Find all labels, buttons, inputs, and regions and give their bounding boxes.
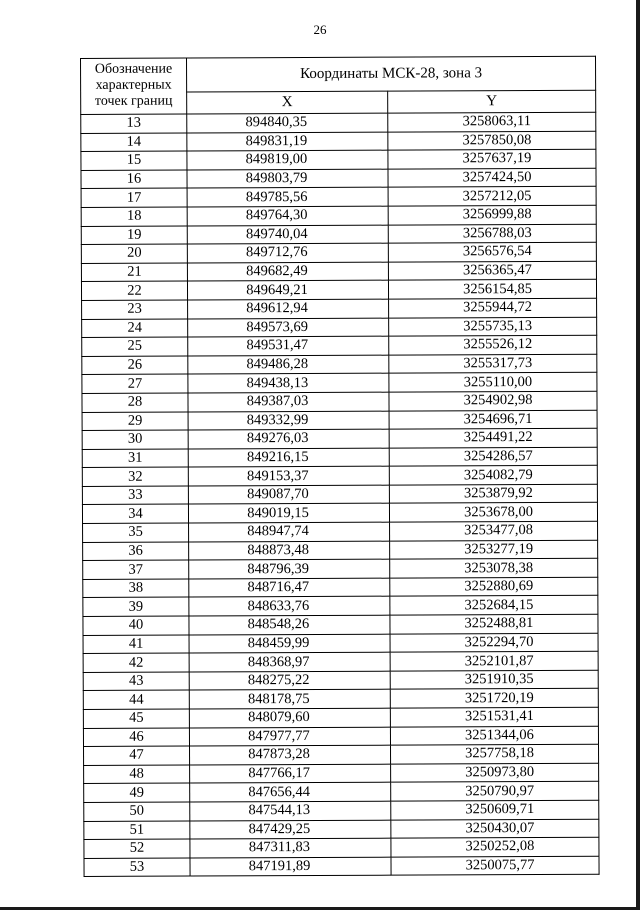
y-coordinate-cell: 3256576,54 bbox=[388, 242, 596, 262]
table-row bbox=[82, 298, 597, 319]
table-row bbox=[83, 577, 598, 598]
table-row bbox=[83, 558, 598, 579]
y-coordinate-cell: 3253477,08 bbox=[390, 521, 598, 541]
table-row bbox=[84, 782, 599, 803]
header-point-designation: Обозначение характерных точек границ bbox=[81, 58, 187, 114]
x-coordinate-cell: 847429,25 bbox=[190, 820, 391, 839]
header-coordinate-system: Координаты МСК-28, зона 3 bbox=[187, 56, 596, 92]
point-number-cell: 35 bbox=[83, 523, 189, 542]
point-number-cell: 29 bbox=[82, 412, 188, 431]
y-coordinate-cell: 3254082,79 bbox=[389, 466, 597, 486]
table-row bbox=[82, 391, 597, 412]
point-number-cell: 40 bbox=[83, 616, 189, 635]
point-number-cell: 27 bbox=[82, 374, 188, 393]
table-row bbox=[84, 819, 599, 840]
point-number-cell: 18 bbox=[81, 207, 187, 226]
table-row bbox=[82, 335, 597, 356]
table-row bbox=[83, 651, 598, 672]
y-coordinate-cell: 3257424,50 bbox=[388, 168, 596, 188]
x-coordinate-cell: 849387,03 bbox=[188, 392, 389, 411]
table-row bbox=[82, 373, 597, 394]
point-number-cell: 34 bbox=[82, 504, 188, 523]
y-coordinate-cell: 3251910,35 bbox=[390, 670, 598, 690]
table-row bbox=[83, 596, 598, 617]
x-coordinate-cell: 849276,03 bbox=[188, 429, 389, 448]
y-coordinate-cell: 3250075,77 bbox=[391, 856, 599, 876]
y-coordinate-cell: 3250430,07 bbox=[391, 819, 599, 839]
y-coordinate-cell: 3255944,72 bbox=[389, 298, 597, 318]
point-number-cell: 32 bbox=[82, 467, 188, 486]
point-number-cell: 24 bbox=[82, 319, 188, 338]
x-coordinate-cell: 847311,83 bbox=[190, 838, 391, 857]
point-number-cell: 17 bbox=[81, 188, 187, 207]
point-number-cell: 52 bbox=[84, 839, 190, 858]
y-coordinate-cell: 3250790,97 bbox=[391, 782, 599, 802]
point-number-cell: 37 bbox=[83, 560, 189, 579]
y-coordinate-cell: 3253678,00 bbox=[389, 503, 597, 523]
y-coordinate-cell: 3254696,71 bbox=[389, 410, 597, 430]
point-number-cell: 22 bbox=[81, 281, 187, 300]
point-number-cell: 25 bbox=[82, 337, 188, 356]
table-row bbox=[83, 540, 598, 561]
table-row bbox=[81, 242, 596, 263]
x-coordinate-cell: 849819,00 bbox=[187, 150, 388, 169]
table-row bbox=[82, 503, 597, 524]
point-number-cell: 30 bbox=[82, 430, 188, 449]
x-coordinate-cell: 849019,15 bbox=[188, 504, 389, 523]
point-number-cell: 44 bbox=[83, 690, 189, 709]
point-number-cell: 51 bbox=[84, 821, 190, 840]
x-coordinate-cell: 849531,47 bbox=[188, 336, 389, 355]
x-coordinate-cell: 849332,99 bbox=[188, 411, 389, 430]
y-coordinate-cell: 3251531,41 bbox=[390, 707, 598, 727]
x-coordinate-cell: 849831,19 bbox=[187, 132, 388, 151]
point-number-cell: 47 bbox=[84, 746, 190, 765]
y-coordinate-cell: 3257850,08 bbox=[388, 131, 596, 151]
point-number-cell: 49 bbox=[84, 783, 190, 802]
point-number-cell: 26 bbox=[82, 356, 188, 375]
x-coordinate-cell: 894840,35 bbox=[187, 113, 388, 132]
point-number-cell: 13 bbox=[81, 114, 187, 133]
x-coordinate-cell: 848947,74 bbox=[189, 522, 390, 541]
point-number-cell: 50 bbox=[84, 802, 190, 821]
table-row bbox=[82, 410, 597, 431]
x-coordinate-cell: 848275,22 bbox=[189, 671, 390, 690]
x-coordinate-cell: 848459,99 bbox=[189, 634, 390, 653]
y-coordinate-cell: 3250252,08 bbox=[391, 837, 599, 857]
y-coordinate-cell: 3257212,05 bbox=[388, 187, 596, 207]
point-number-cell: 16 bbox=[81, 170, 187, 189]
table-row bbox=[82, 317, 597, 338]
coordinates-table bbox=[80, 56, 600, 878]
y-coordinate-cell: 3256999,88 bbox=[388, 205, 596, 225]
y-coordinate-cell: 3252488,81 bbox=[390, 614, 598, 634]
y-coordinate-cell: 3255110,00 bbox=[389, 373, 597, 393]
x-coordinate-cell: 849573,69 bbox=[188, 318, 389, 337]
y-coordinate-cell: 3251344,06 bbox=[390, 726, 598, 746]
y-coordinate-cell: 3256788,03 bbox=[388, 224, 596, 244]
table-row bbox=[82, 466, 597, 487]
x-coordinate-cell: 849649,21 bbox=[187, 280, 388, 299]
x-coordinate-cell: 849216,15 bbox=[188, 448, 389, 467]
point-number-cell: 19 bbox=[81, 226, 187, 245]
table-row bbox=[81, 280, 596, 301]
table-row bbox=[81, 205, 596, 226]
table-header bbox=[81, 56, 596, 114]
table-row bbox=[81, 131, 596, 152]
y-coordinate-cell: 3252294,70 bbox=[390, 633, 598, 653]
table-row bbox=[81, 224, 596, 245]
x-coordinate-cell: 849764,30 bbox=[187, 206, 388, 225]
x-coordinate-cell: 847191,89 bbox=[190, 857, 391, 876]
x-coordinate-cell: 847544,13 bbox=[190, 801, 391, 820]
x-coordinate-cell: 849712,76 bbox=[187, 243, 388, 262]
x-coordinate-cell: 848716,47 bbox=[189, 578, 390, 597]
table-row bbox=[82, 447, 597, 468]
table-row bbox=[81, 187, 596, 208]
table-row bbox=[82, 484, 597, 505]
point-number-cell: 41 bbox=[83, 635, 189, 654]
point-number-cell: 14 bbox=[81, 133, 187, 152]
table-row bbox=[81, 149, 596, 170]
table-row bbox=[82, 354, 597, 375]
x-coordinate-cell: 848633,76 bbox=[189, 597, 390, 616]
header-x: X bbox=[187, 91, 388, 114]
x-coordinate-cell: 849087,70 bbox=[188, 485, 389, 504]
point-number-cell: 28 bbox=[82, 393, 188, 412]
y-coordinate-cell: 3250973,80 bbox=[391, 763, 599, 783]
table-row bbox=[82, 428, 597, 449]
table-row bbox=[84, 763, 599, 784]
point-number-cell: 53 bbox=[84, 858, 190, 877]
x-coordinate-cell: 848178,75 bbox=[189, 690, 390, 709]
y-coordinate-cell: 3250609,71 bbox=[391, 800, 599, 820]
scan-edge-right bbox=[636, 0, 640, 910]
point-number-cell: 43 bbox=[83, 672, 189, 691]
x-coordinate-cell: 848079,60 bbox=[189, 708, 390, 727]
table-row bbox=[81, 168, 596, 189]
x-coordinate-cell: 849785,56 bbox=[187, 188, 388, 207]
x-coordinate-cell: 848368,97 bbox=[189, 652, 390, 671]
x-coordinate-cell: 848873,48 bbox=[189, 541, 390, 560]
y-coordinate-cell: 3252880,69 bbox=[390, 577, 598, 597]
table-body bbox=[81, 112, 599, 877]
point-number-cell: 33 bbox=[82, 486, 188, 505]
y-coordinate-cell: 3252684,15 bbox=[390, 596, 598, 616]
x-coordinate-cell: 849740,04 bbox=[187, 225, 388, 244]
x-coordinate-cell: 849153,37 bbox=[188, 466, 389, 485]
table-row bbox=[84, 744, 599, 765]
x-coordinate-cell: 847977,77 bbox=[189, 727, 390, 746]
x-coordinate-cell: 848796,39 bbox=[189, 559, 390, 578]
x-coordinate-cell: 848548,26 bbox=[189, 615, 390, 634]
x-coordinate-cell: 849612,94 bbox=[188, 299, 389, 318]
y-coordinate-cell: 3254902,98 bbox=[389, 391, 597, 411]
y-coordinate-cell: 3254286,57 bbox=[389, 447, 597, 467]
y-coordinate-cell: 3255317,73 bbox=[389, 354, 597, 374]
point-number-cell: 31 bbox=[82, 449, 188, 468]
y-coordinate-cell: 3258063,11 bbox=[388, 112, 596, 132]
table-row bbox=[83, 707, 598, 728]
table-row bbox=[84, 856, 599, 877]
point-number-cell: 39 bbox=[83, 597, 189, 616]
y-coordinate-cell: 3255526,12 bbox=[389, 335, 597, 355]
x-coordinate-cell: 849486,28 bbox=[188, 355, 389, 374]
point-number-cell: 20 bbox=[81, 244, 187, 263]
point-number-cell: 42 bbox=[83, 653, 189, 672]
table-row bbox=[81, 261, 596, 282]
table-row bbox=[81, 112, 596, 133]
x-coordinate-cell: 849682,49 bbox=[187, 262, 388, 281]
page-number: 26 bbox=[313, 22, 327, 37]
y-coordinate-cell: 3256154,85 bbox=[388, 280, 596, 300]
y-coordinate-cell: 3257637,19 bbox=[388, 149, 596, 169]
point-number-cell: 38 bbox=[83, 579, 189, 598]
table-row bbox=[83, 689, 598, 710]
y-coordinate-cell: 3255735,13 bbox=[389, 317, 597, 337]
table-row bbox=[84, 837, 599, 858]
table-row bbox=[83, 726, 598, 747]
point-number-cell: 21 bbox=[81, 263, 187, 282]
x-coordinate-cell: 849438,13 bbox=[188, 373, 389, 392]
y-coordinate-cell: 3253078,38 bbox=[390, 558, 598, 578]
y-coordinate-cell: 3251720,19 bbox=[390, 689, 598, 709]
point-number-cell: 45 bbox=[83, 709, 189, 728]
point-number-cell: 46 bbox=[83, 728, 189, 747]
y-coordinate-cell: 3253277,19 bbox=[390, 540, 598, 560]
y-coordinate-cell: 3257758,18 bbox=[391, 744, 599, 764]
y-coordinate-cell: 3256365,47 bbox=[388, 261, 596, 281]
table-row bbox=[83, 670, 598, 691]
header-y: Y bbox=[388, 90, 596, 113]
point-number-cell: 48 bbox=[84, 765, 190, 784]
y-coordinate-cell: 3253879,92 bbox=[389, 484, 597, 504]
x-coordinate-cell: 847873,28 bbox=[190, 745, 391, 764]
point-number-cell: 15 bbox=[81, 151, 187, 170]
x-coordinate-cell: 847766,17 bbox=[190, 764, 391, 783]
x-coordinate-cell: 847656,44 bbox=[190, 783, 391, 802]
table-row bbox=[83, 521, 598, 542]
x-coordinate-cell: 849803,79 bbox=[187, 169, 388, 188]
y-coordinate-cell: 3252101,87 bbox=[390, 651, 598, 671]
point-number-cell: 36 bbox=[83, 542, 189, 561]
coordinates-table-container bbox=[80, 58, 595, 877]
table-row bbox=[83, 633, 598, 654]
table-row bbox=[83, 614, 598, 635]
point-number-cell: 23 bbox=[82, 300, 188, 319]
table-row bbox=[84, 800, 599, 821]
y-coordinate-cell: 3254491,22 bbox=[389, 428, 597, 448]
header-row-group bbox=[81, 56, 596, 92]
